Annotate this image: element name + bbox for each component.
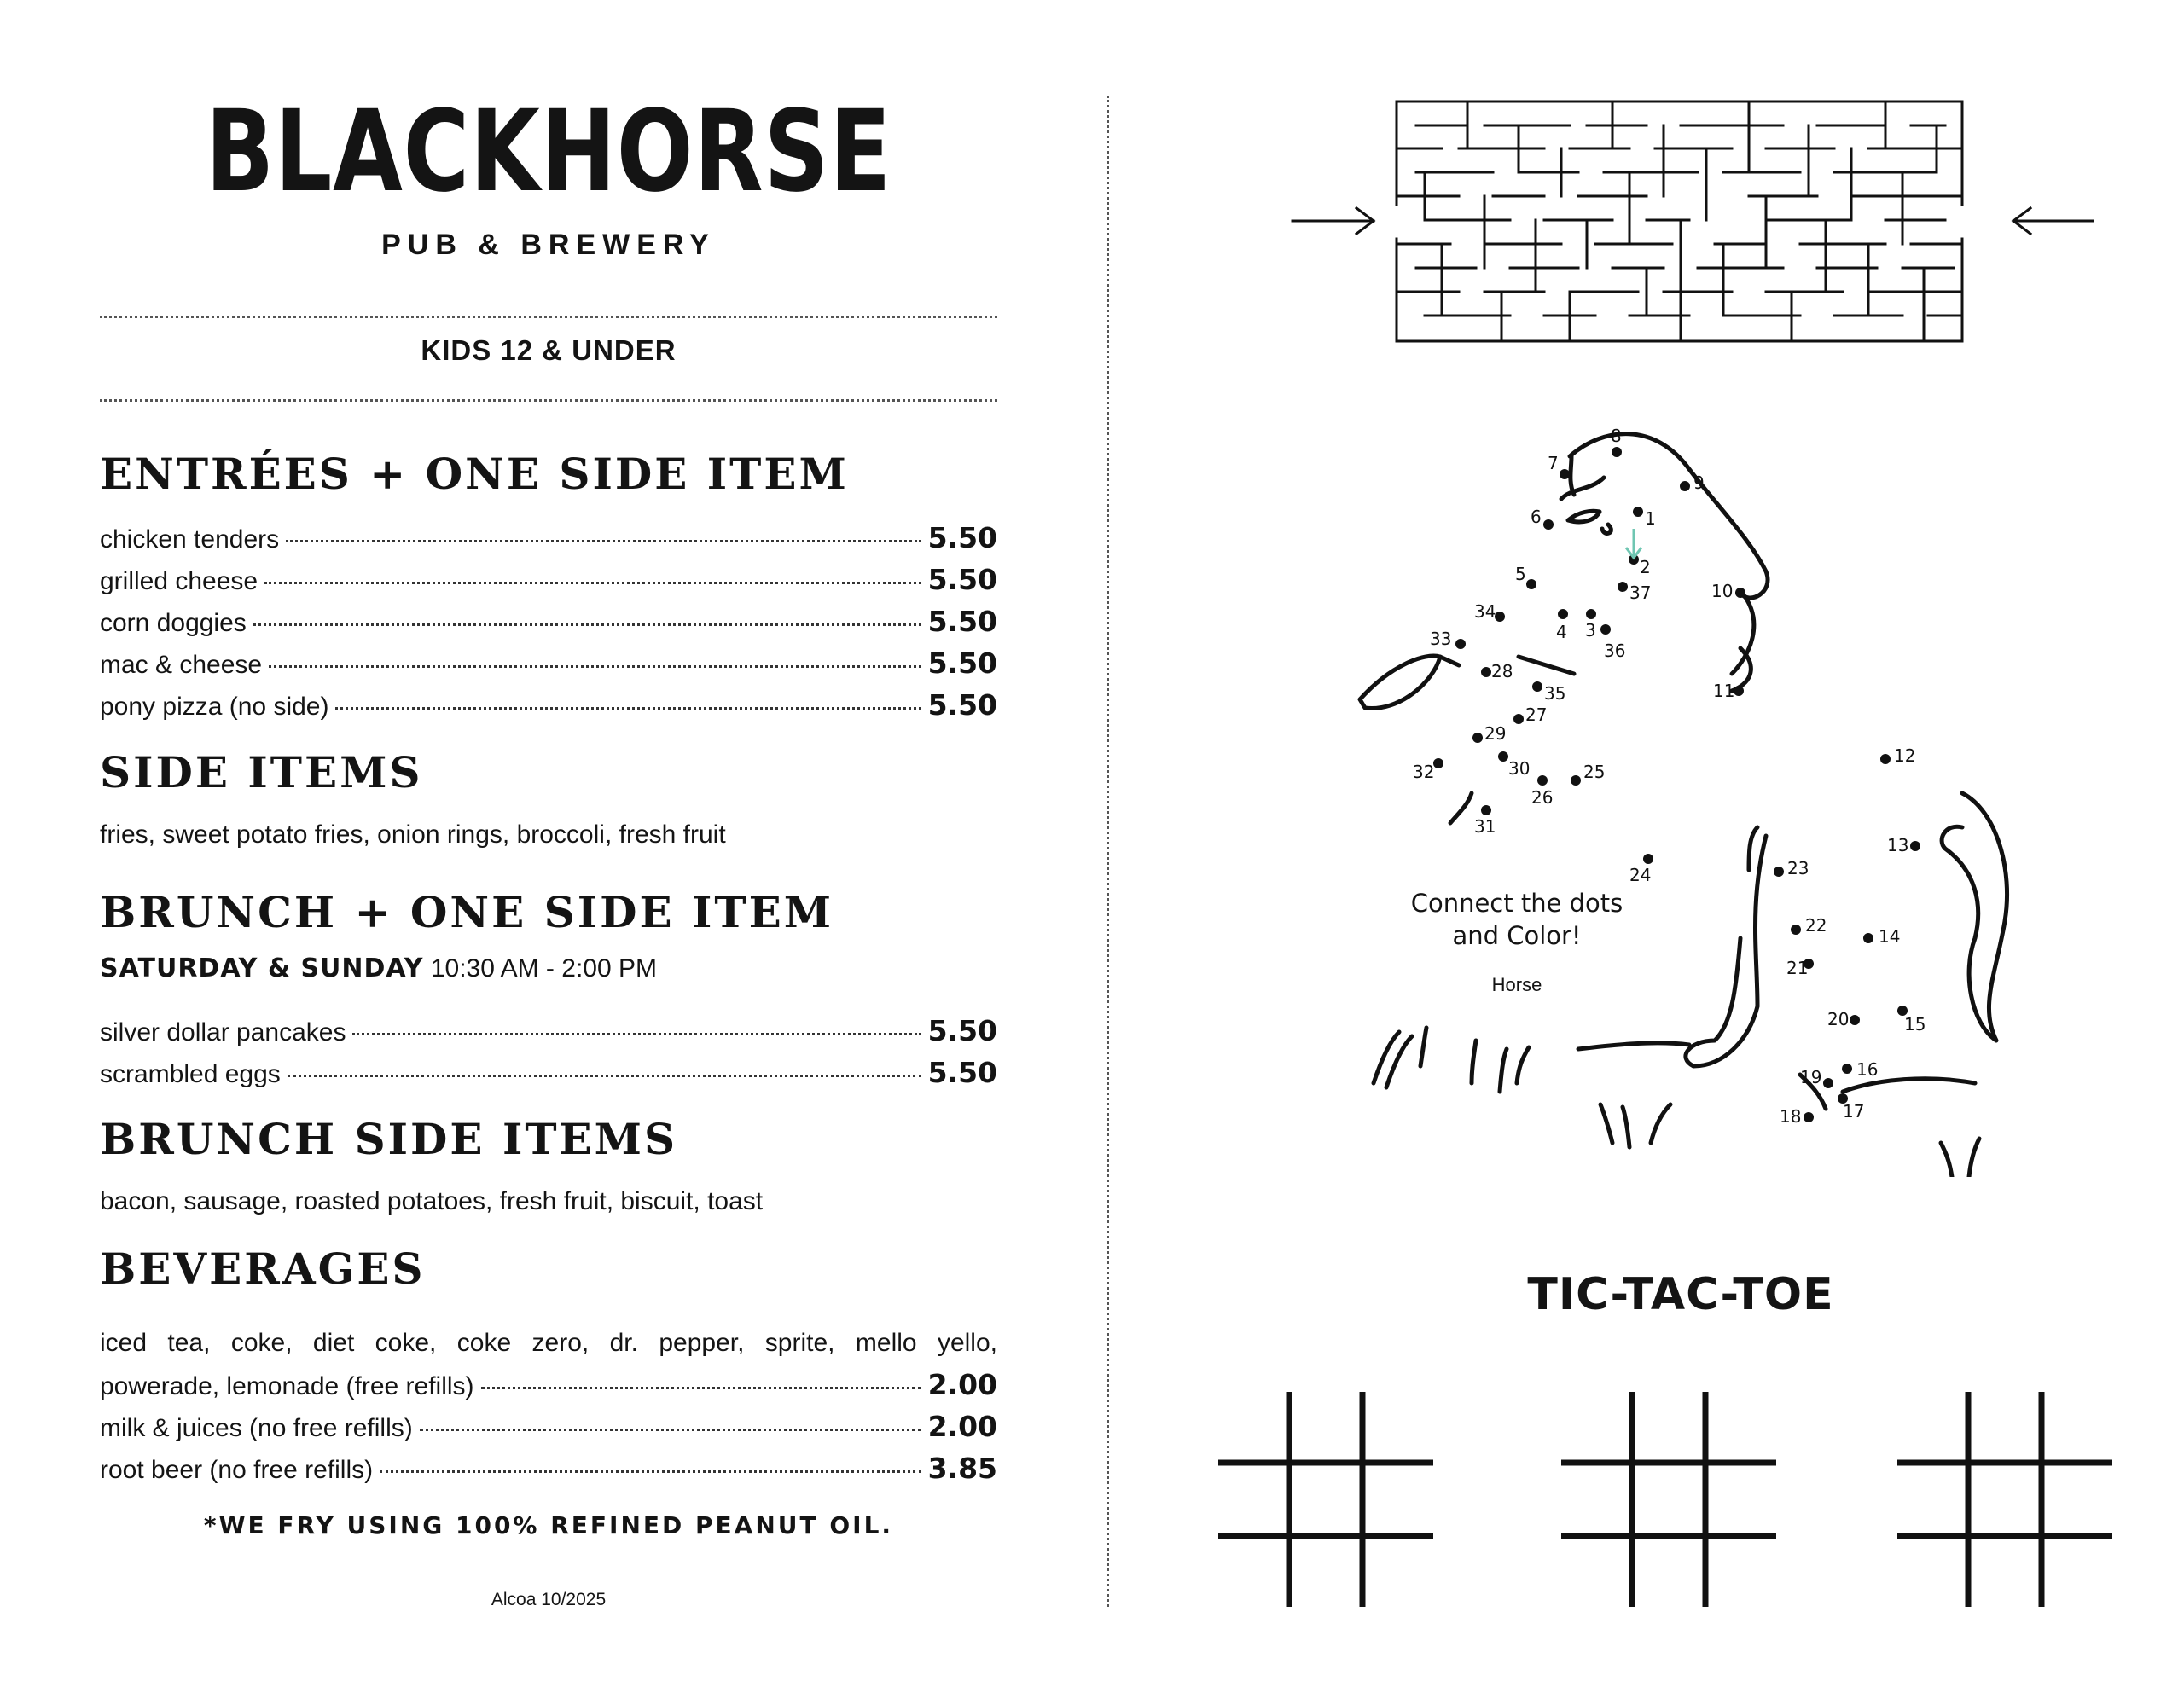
dot-label: 32 (1413, 762, 1435, 782)
menu-item (100, 644, 997, 683)
brunch-sides-list: bacon, sausage, roasted potatoes, fresh fruit, biscuit, toast (100, 1187, 764, 1215)
menu-item (100, 1449, 997, 1488)
brunch-heading: BRUNCH + ONE SIDE ITEM (100, 887, 834, 937)
menu-item (100, 1053, 997, 1093)
dot-label: 25 (1583, 762, 1606, 782)
dot-label: 18 (1780, 1106, 1802, 1127)
tic-tac-toe-grid[interactable] (1897, 1392, 2112, 1607)
dot-label: 10 (1711, 581, 1734, 601)
menu-item-price: 5.50 (927, 688, 997, 722)
tic-tac-toe-title: TIC-TAC-TOE (1527, 1269, 1834, 1320)
dot-label: 36 (1604, 641, 1626, 661)
dot-label: 11 (1713, 681, 1735, 701)
menu-item-price: 5.50 (927, 1014, 997, 1047)
allergen-note: *WE FRY USING 100% REFINED PEANUT OIL. (203, 1511, 894, 1539)
menu-item-name: milk & juices (no free refills) (100, 1414, 413, 1442)
menu-item-price: 5.50 (927, 605, 997, 638)
menu-item-name: root beer (no free refills) (100, 1456, 374, 1484)
location-stamp: Alcoa 10/2025 (491, 1590, 607, 1609)
beverages-heading: BEVERAGES (100, 1244, 426, 1294)
instruction-line-2: and Color! (1452, 921, 1582, 950)
dot-to-dot-horse (1348, 409, 2048, 1177)
menu-item (100, 560, 997, 600)
dot-leader (288, 1075, 921, 1077)
dot-label: 3 (1585, 620, 1596, 641)
menu-item-name: pony pizza (no side) (100, 693, 329, 721)
start-arrow (1626, 529, 1641, 558)
dot-label: 2 (1640, 557, 1651, 577)
dot-label: 35 (1544, 683, 1566, 704)
sides-heading: SIDE ITEMS (100, 747, 423, 797)
dot-leader (286, 540, 921, 542)
dot-label: 13 (1887, 835, 1909, 855)
dot-label: 33 (1430, 629, 1452, 649)
front-hoof (1360, 656, 1440, 708)
dot-label: 21 (1786, 958, 1809, 978)
entrees-heading: ENTRÉES + ONE SIDE ITEM (100, 449, 849, 499)
dot-label: 16 (1856, 1059, 1879, 1080)
maze-puzzle (1288, 96, 2107, 360)
dot-leader (253, 623, 921, 626)
dot-leader (481, 1387, 921, 1389)
menu-item-price: 5.50 (927, 521, 997, 554)
dot-to-dot-instructions (1389, 887, 1645, 952)
dot-leader (335, 707, 921, 710)
dot-leader (269, 665, 921, 668)
menu-item-name: scrambled eggs (100, 1060, 281, 1088)
dot-to-dot-subject: Horse (1491, 974, 1542, 995)
dot-label: 28 (1491, 661, 1513, 681)
menu-item (100, 519, 997, 558)
dot-label: 27 (1525, 704, 1548, 725)
menu-item-name: corn doggies (100, 609, 247, 637)
menu-item (100, 1407, 997, 1446)
menu-item-price: 5.50 (927, 1056, 997, 1089)
menu-item-name: silver dollar pancakes (100, 1018, 346, 1046)
brand-logo: BLACKHORSE (205, 86, 892, 217)
dot-leader (420, 1429, 921, 1431)
tic-tac-toe-grid[interactable] (1218, 1392, 1433, 1607)
menu-item-name: chicken tenders (100, 525, 280, 554)
dot-label: 7 (1548, 453, 1559, 473)
menu-item (100, 1012, 997, 1051)
dot-label: 19 (1800, 1067, 1822, 1087)
eye-outline (1561, 478, 1604, 499)
dot-label: 23 (1787, 858, 1809, 878)
brunch-schedule (100, 954, 657, 983)
kids-menu (100, 0, 997, 1687)
dot-label: 4 (1556, 622, 1567, 642)
divider-top (100, 316, 997, 318)
age-limit-heading: KIDS 12 & UNDER (421, 334, 677, 366)
brunch-days: SATURDAY & SUNDAY (100, 954, 424, 983)
menu-item (100, 602, 997, 641)
dot-leader (352, 1033, 921, 1035)
dot-leader (380, 1470, 921, 1473)
brunch-hours: 10:30 AM - 2:00 PM (430, 954, 657, 983)
menu-item-price: 5.50 (927, 646, 997, 680)
dot-label: 5 (1515, 564, 1526, 584)
dot-label: 37 (1629, 583, 1652, 603)
brunch-sides-heading: BRUNCH SIDE ITEMS (100, 1114, 678, 1164)
dot-label: 20 (1827, 1009, 1850, 1029)
menu-item-name: mac & cheese (100, 651, 263, 679)
dot-label: 14 (1879, 926, 1901, 947)
menu-item-name: powerade, lemonade (free refills) (100, 1372, 474, 1400)
menu-item (100, 1365, 997, 1405)
dot-label: 22 (1805, 915, 1827, 936)
dot-label: 8 (1611, 426, 1622, 446)
dot-label: 12 (1894, 745, 1916, 766)
dot-label: 29 (1484, 723, 1507, 744)
dot-label: 1 (1645, 508, 1656, 529)
sides-list: fries, sweet potato fries, onion rings, broccoli, fresh fruit (100, 820, 726, 849)
dot-label: 34 (1474, 601, 1496, 622)
tic-tac-toe-grid[interactable] (1561, 1392, 1776, 1607)
dot-label: 17 (1843, 1101, 1865, 1122)
instruction-line-1: Connect the dots (1410, 889, 1623, 918)
dot-label: 26 (1531, 787, 1554, 808)
dot-leader (264, 582, 921, 584)
menu-item-price: 5.50 (927, 563, 997, 596)
tail-outline (1942, 793, 2007, 1041)
menu-item (100, 686, 997, 725)
dot-label: 9 (1693, 472, 1705, 493)
dot-label: 15 (1904, 1014, 1926, 1035)
hind-leg-outline (1686, 836, 1766, 1066)
dot-label: 24 (1629, 865, 1652, 885)
dot-label: 6 (1531, 507, 1542, 527)
menu-item-name: grilled cheese (100, 567, 258, 595)
menu-item-price: 2.00 (927, 1368, 997, 1401)
divider-bottom (100, 399, 997, 402)
dot-label: 30 (1508, 758, 1531, 779)
dot-label: 31 (1474, 816, 1496, 837)
brand-tagline: PUB & BREWERY (381, 229, 716, 261)
menu-item-price: 2.00 (927, 1410, 997, 1443)
beverages-intro: iced tea, coke, diet coke, coke zero, dr. pepper, sprite, mello yello, (100, 1329, 997, 1357)
page-divider (1107, 96, 1109, 1607)
menu-item-price: 3.85 (927, 1452, 997, 1485)
